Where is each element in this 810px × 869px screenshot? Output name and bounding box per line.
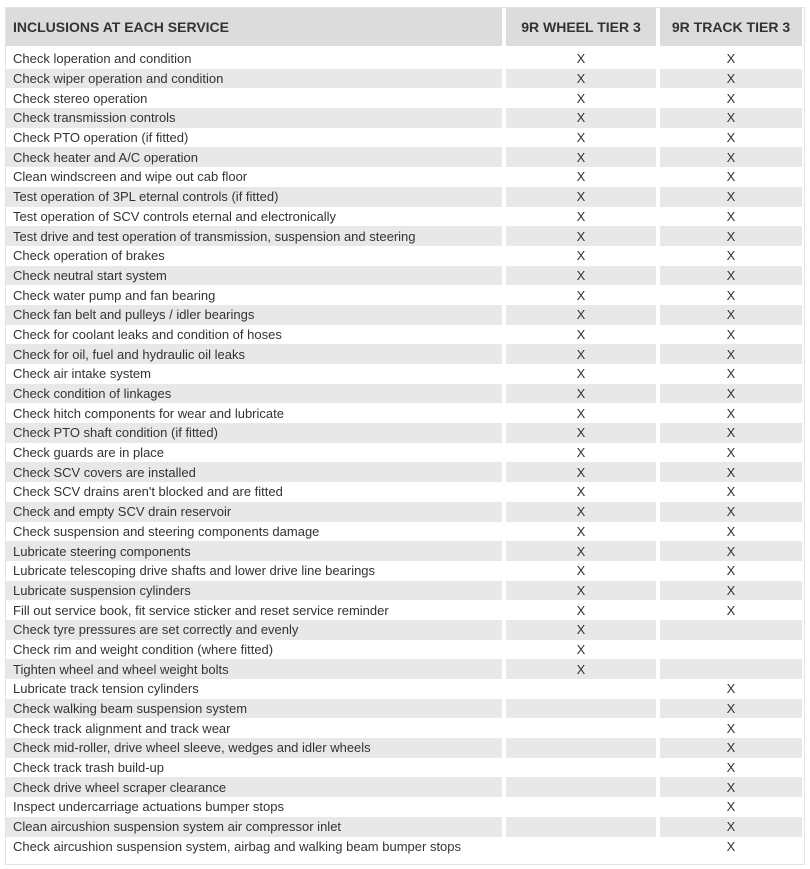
track-tier3-mark [656, 640, 802, 660]
wheel-tier3-mark: X [502, 88, 656, 108]
wheel-tier3-mark: X [502, 167, 656, 187]
header-wheel-tier3: 9R WHEEL TIER 3 [502, 8, 656, 46]
inclusion-item: Lubricate suspension cylinders [6, 581, 502, 601]
inclusion-item: Check PTO operation (if fitted) [13, 130, 189, 146]
track-tier3-mark: X [656, 462, 802, 482]
wheel-tier3-mark: X [502, 325, 656, 345]
inclusion-item: Check operation of brakes [13, 248, 165, 264]
table-row [6, 108, 802, 128]
table-row [6, 187, 802, 207]
inclusion-item: Inspect undercarriage actuations bumper stops [13, 799, 284, 815]
track-tier3-mark: X [656, 541, 802, 561]
track-tier3-mark: X [656, 777, 802, 797]
header-inclusions: INCLUSIONS AT EACH SERVICE [6, 8, 502, 46]
wheel-tier3-mark [502, 758, 656, 778]
wheel-tier3-mark [502, 738, 656, 758]
inclusion-item: Check water pump and fan bearing [13, 287, 216, 303]
inclusion-item: Check heater and A/C operation [6, 147, 502, 167]
table-row [6, 384, 802, 404]
table-row [6, 738, 802, 758]
table-row [6, 423, 802, 443]
wheel-tier3-mark [502, 777, 656, 797]
inclusion-item: Test operation of 3PL eternal controls (if fitted) [6, 187, 502, 207]
table-row [6, 266, 802, 286]
inclusion-item: Check SCV covers are installed [6, 462, 502, 482]
track-tier3-mark: X [656, 226, 802, 246]
inclusion-item: Lubricate telescoping drive shafts and lower drive line bearings [13, 563, 376, 579]
track-tier3-mark: X [656, 837, 802, 857]
track-tier3-mark: X [656, 108, 802, 128]
inclusion-item: Check for oil, fuel and hydraulic oil leaks [6, 344, 502, 364]
wheel-tier3-mark: X [502, 266, 656, 286]
track-tier3-mark: X [656, 305, 802, 325]
table-row [6, 541, 802, 561]
wheel-tier3-mark: X [502, 187, 656, 207]
inclusion-item: Lubricate track tension cylinders [13, 681, 199, 697]
wheel-tier3-mark: X [502, 246, 656, 266]
table-row [6, 620, 802, 640]
track-tier3-mark: X [656, 167, 802, 187]
wheel-tier3-mark: X [502, 344, 656, 364]
track-tier3-mark [656, 659, 802, 679]
track-tier3-mark: X [656, 797, 802, 817]
table-row [6, 69, 802, 89]
wheel-tier3-mark: X [502, 522, 656, 542]
wheel-tier3-mark: X [502, 147, 656, 167]
track-tier3-mark: X [656, 147, 802, 167]
table-row [6, 285, 802, 305]
track-tier3-mark [656, 620, 802, 640]
inclusion-item: Check guards are in place [13, 445, 165, 461]
inclusion-item: Check wiper operation and condition [6, 69, 502, 89]
table-row [6, 88, 802, 108]
table-row [6, 46, 802, 69]
wheel-tier3-mark: X [502, 541, 656, 561]
wheel-tier3-mark [502, 699, 656, 719]
inclusion-item: Check walking beam suspension system [6, 699, 502, 719]
table-row [6, 364, 802, 384]
inclusion-item: Check rim and weight condition (where fitted) [13, 641, 274, 657]
inclusion-item: Check loperation and condition [6, 46, 502, 69]
wheel-tier3-mark [502, 679, 656, 699]
wheel-tier3-mark: X [502, 423, 656, 443]
table-row [6, 659, 802, 679]
inclusion-item: Check transmission controls [6, 108, 502, 128]
track-tier3-mark: X [656, 738, 802, 758]
inclusion-item: Lubricate steering components [6, 541, 502, 561]
table-row [6, 640, 802, 660]
wheel-tier3-mark [502, 837, 656, 857]
table-row [6, 462, 802, 482]
inclusion-item: Check hitch components for wear and lubricate [13, 405, 284, 421]
wheel-tier3-mark [502, 797, 656, 817]
track-tier3-mark: X [656, 46, 802, 69]
table-row [6, 305, 802, 325]
table-row [6, 147, 802, 167]
table-row [6, 226, 802, 246]
track-tier3-mark: X [656, 718, 802, 738]
wheel-tier3-mark: X [502, 620, 656, 640]
inclusion-item: Check drive wheel scraper clearance [6, 777, 502, 797]
track-tier3-mark: X [656, 266, 802, 286]
inclusion-item: Clean windscreen and wipe out cab floor [13, 169, 248, 185]
table-row [6, 344, 802, 364]
wheel-tier3-mark: X [502, 561, 656, 581]
wheel-tier3-mark: X [502, 285, 656, 305]
table-row [6, 167, 802, 187]
inclusion-item: Test operation of SCV controls eternal and electronically [13, 208, 337, 224]
track-tier3-mark: X [656, 817, 802, 837]
inclusion-item: Check SCV drains aren't blocked and are fitted [13, 484, 283, 500]
table-row [6, 817, 802, 837]
wheel-tier3-mark: X [502, 403, 656, 423]
wheel-tier3-mark: X [502, 384, 656, 404]
inclusion-item: Clean aircushion suspension system air compressor inlet [6, 817, 502, 837]
wheel-tier3-mark: X [502, 128, 656, 148]
track-tier3-mark: X [656, 581, 802, 601]
track-tier3-mark: X [656, 384, 802, 404]
inclusion-item: Check PTO shaft condition (if fitted) [6, 423, 502, 443]
table-row [6, 443, 802, 463]
wheel-tier3-mark: X [502, 305, 656, 325]
table-row [6, 502, 802, 522]
table-row [6, 699, 802, 719]
table-row [6, 718, 802, 738]
table-row [6, 207, 802, 227]
wheel-tier3-mark: X [502, 443, 656, 463]
inclusion-item: Check track alignment and track wear [13, 720, 231, 736]
track-tier3-mark: X [656, 325, 802, 345]
wheel-tier3-mark: X [502, 364, 656, 384]
wheel-tier3-mark: X [502, 108, 656, 128]
track-tier3-mark: X [656, 344, 802, 364]
table-row [6, 128, 802, 148]
track-tier3-mark: X [656, 482, 802, 502]
wheel-tier3-mark [502, 718, 656, 738]
header-track-tier3: 9R TRACK TIER 3 [656, 8, 802, 46]
track-tier3-mark: X [656, 285, 802, 305]
inclusion-item: Fill out service book, fit service sticker and reset service reminder [13, 602, 389, 618]
inclusion-item: Check aircushion suspension system, airbag and walking beam bumper stops [13, 838, 462, 854]
inclusion-item: Check tyre pressures are set correctly and evenly [6, 620, 502, 640]
inclusion-item: Test drive and test operation of transmission, suspension and steering [6, 226, 502, 246]
inclusion-item: Check track trash build-up [13, 760, 165, 776]
track-tier3-mark: X [656, 679, 802, 699]
wheel-tier3-mark: X [502, 207, 656, 227]
track-tier3-mark: X [656, 128, 802, 148]
inclusion-item: Check suspension and steering components damage [13, 523, 320, 539]
track-tier3-mark: X [656, 600, 802, 620]
wheel-tier3-mark: X [502, 502, 656, 522]
table-row [6, 600, 802, 620]
wheel-tier3-mark: X [502, 581, 656, 601]
track-tier3-mark: X [656, 443, 802, 463]
wheel-tier3-mark: X [502, 226, 656, 246]
inclusion-item: Check and empty SCV drain reservoir [6, 502, 502, 522]
track-tier3-mark: X [656, 187, 802, 207]
table-row [6, 777, 802, 797]
track-tier3-mark: X [656, 502, 802, 522]
table-row [6, 561, 802, 581]
inclusion-item: Check stereo operation [13, 90, 148, 106]
inclusion-item: Check condition of linkages [6, 384, 502, 404]
wheel-tier3-mark: X [502, 69, 656, 89]
table-row [6, 246, 802, 266]
wheel-tier3-mark: X [502, 46, 656, 69]
table-row [6, 403, 802, 423]
track-tier3-mark: X [656, 364, 802, 384]
wheel-tier3-mark: X [502, 659, 656, 679]
table-row [6, 797, 802, 817]
track-tier3-mark: X [656, 423, 802, 443]
service-inclusions-table [6, 8, 802, 856]
wheel-tier3-mark: X [502, 462, 656, 482]
inclusion-item: Check air intake system [13, 366, 151, 382]
wheel-tier3-mark: X [502, 600, 656, 620]
inclusion-item: Check mid-roller, drive wheel sleeve, wedges and idler wheels [6, 738, 502, 758]
track-tier3-mark: X [656, 69, 802, 89]
table-row [6, 679, 802, 699]
inclusion-item: Check for coolant leaks and condition of hoses [13, 326, 282, 342]
wheel-tier3-mark [502, 817, 656, 837]
wheel-tier3-mark: X [502, 482, 656, 502]
wheel-tier3-mark: X [502, 640, 656, 660]
table-row [6, 482, 802, 502]
table-row [6, 758, 802, 778]
table-header-row [6, 8, 802, 46]
track-tier3-mark: X [656, 88, 802, 108]
table-row [6, 522, 802, 542]
track-tier3-mark: X [656, 522, 802, 542]
track-tier3-mark: X [656, 403, 802, 423]
track-tier3-mark: X [656, 207, 802, 227]
table-row [6, 581, 802, 601]
track-tier3-mark: X [656, 246, 802, 266]
inclusion-item: Check fan belt and pulleys / idler bearings [6, 305, 502, 325]
inclusion-item: Check neutral start system [6, 266, 502, 286]
track-tier3-mark: X [656, 561, 802, 581]
table-row [6, 325, 802, 345]
table-row [6, 837, 802, 857]
track-tier3-mark: X [656, 758, 802, 778]
track-tier3-mark: X [656, 699, 802, 719]
inclusion-item: Tighten wheel and wheel weight bolts [6, 659, 502, 679]
table-body [6, 46, 802, 856]
